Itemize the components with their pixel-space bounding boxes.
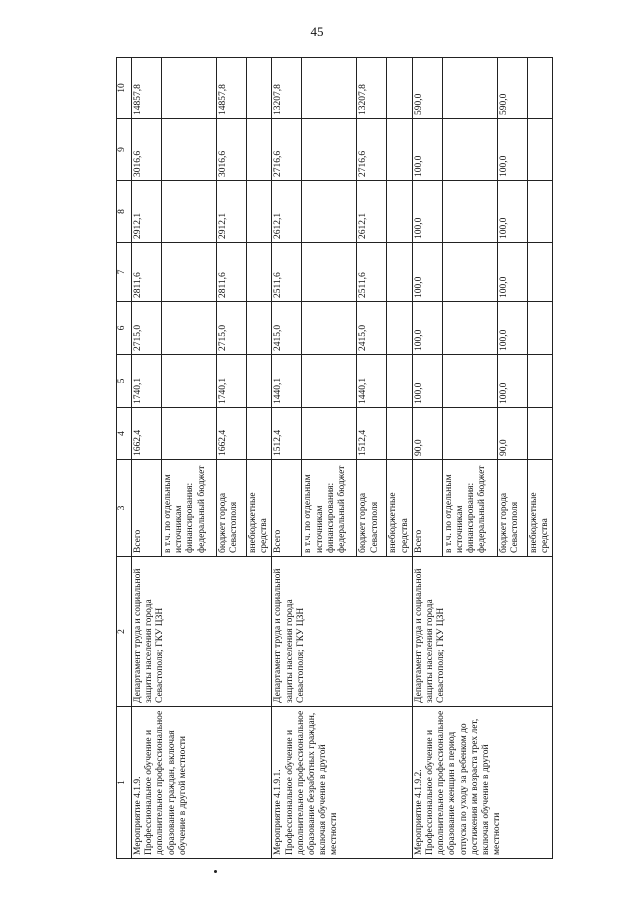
funding-source-cell: бюджет города Севастополя	[357, 460, 387, 557]
total-value-cell	[527, 58, 552, 119]
year-value-cell	[247, 119, 272, 181]
funding-source-cell: в т.ч. по отдельным источникам финансирования: федеральный бюджет	[442, 460, 497, 557]
total-value-cell	[247, 58, 272, 119]
year-value-cell	[302, 408, 357, 460]
year-value-cell: 100,0	[412, 119, 442, 181]
column-number: 5	[117, 355, 132, 408]
funding-source-cell: в т.ч. по отдельным источникам финансирования: федеральный бюджет	[302, 460, 357, 557]
year-value-cell: 2716,6	[272, 119, 302, 181]
total-value-cell: 13207,8	[272, 58, 302, 119]
year-value-cell	[527, 355, 552, 408]
total-value-cell	[162, 58, 217, 119]
table-row	[272, 58, 302, 859]
year-value-cell: 100,0	[497, 243, 527, 302]
column-number: 6	[117, 302, 132, 355]
year-value-cell	[442, 119, 497, 181]
funding-source-cell: бюджет города Севастополя	[217, 460, 247, 557]
year-value-cell	[162, 243, 217, 302]
table-row	[132, 58, 162, 859]
column-number: 7	[117, 243, 132, 302]
year-value-cell: 100,0	[497, 302, 527, 355]
total-value-cell: 590,0	[497, 58, 527, 119]
total-value-cell	[387, 58, 412, 119]
funding-source-cell: внебюджетные средства	[247, 460, 272, 557]
year-value-cell	[247, 355, 272, 408]
total-value-cell: 13207,8	[357, 58, 387, 119]
year-value-cell: 100,0	[412, 243, 442, 302]
page-number: 45	[310, 24, 324, 39]
year-value-cell: 1662,4	[132, 408, 162, 460]
total-value-cell: 14857,8	[132, 58, 162, 119]
year-value-cell	[387, 355, 412, 408]
year-value-cell	[442, 181, 497, 243]
total-value-cell: 590,0	[412, 58, 442, 119]
year-value-cell	[442, 302, 497, 355]
year-value-cell	[302, 302, 357, 355]
funding-source-cell: внебюджетные средства	[387, 460, 412, 557]
year-value-cell: 2912,1	[132, 181, 162, 243]
year-value-cell	[527, 181, 552, 243]
year-value-cell	[247, 181, 272, 243]
total-value-cell	[442, 58, 497, 119]
column-number: 3	[117, 460, 132, 557]
year-value-cell: 2716,6	[357, 119, 387, 181]
year-value-cell	[527, 243, 552, 302]
year-value-cell	[527, 408, 552, 460]
column-number: 4	[117, 408, 132, 460]
year-value-cell: 2415,0	[272, 302, 302, 355]
year-value-cell	[527, 302, 552, 355]
year-value-cell: 1512,4	[272, 408, 302, 460]
year-value-cell: 100,0	[412, 355, 442, 408]
year-value-cell	[387, 408, 412, 460]
year-value-cell	[387, 302, 412, 355]
year-value-cell: 3016,6	[217, 119, 247, 181]
year-value-cell	[247, 302, 272, 355]
year-value-cell: 100,0	[497, 119, 527, 181]
column-number: 1	[117, 707, 132, 859]
year-value-cell: 2511,6	[272, 243, 302, 302]
year-value-cell	[442, 355, 497, 408]
year-value-cell	[162, 355, 217, 408]
year-value-cell: 2811,6	[132, 243, 162, 302]
year-value-cell	[387, 119, 412, 181]
column-number: 8	[117, 181, 132, 243]
year-value-cell: 1740,1	[132, 355, 162, 408]
year-value-cell: 3016,6	[132, 119, 162, 181]
year-value-cell	[162, 119, 217, 181]
year-value-cell: 2912,1	[217, 181, 247, 243]
total-value-cell: 14857,8	[217, 58, 247, 119]
funding-source-cell: Всего	[272, 460, 302, 557]
year-value-cell: 90,0	[412, 408, 442, 460]
year-value-cell: 100,0	[497, 181, 527, 243]
measure-name-cell: Мероприятие 4.1.9.1. Профессиональное обучение и дополнительное профессиональное образование безработных граждан, включая обучение в другой местности	[272, 707, 412, 859]
year-value-cell	[442, 408, 497, 460]
year-value-cell	[162, 181, 217, 243]
year-value-cell: 1512,4	[357, 408, 387, 460]
year-value-cell: 2715,0	[217, 302, 247, 355]
year-value-cell	[247, 408, 272, 460]
year-value-cell: 100,0	[412, 302, 442, 355]
executor-cell: Департамент труда и социальной защиты населения города Севастополя; ГКУ ЦЗН	[272, 557, 412, 707]
year-value-cell	[302, 181, 357, 243]
column-number: 9	[117, 119, 132, 181]
year-value-cell: 1440,1	[272, 355, 302, 408]
total-value-cell	[302, 58, 357, 119]
year-value-cell: 2612,1	[357, 181, 387, 243]
column-number: 10	[117, 58, 132, 119]
measure-name-cell: Мероприятие 4.1.9. Профессиональное обучение и дополнительное профессиональное образование граждан, включая обучение в другой местности	[132, 707, 272, 859]
year-value-cell	[302, 243, 357, 302]
year-value-cell: 2415,0	[357, 302, 387, 355]
year-value-cell	[302, 119, 357, 181]
measure-name-cell: Мероприятие 4.1.9.2. Профессиональное обучение и дополнительное профессиональное образование женщин в период отпуска по уходу за ребенком до достижения им возраста трех лет, включая обучение в другой местности	[412, 707, 552, 859]
year-value-cell: 100,0	[497, 355, 527, 408]
financing-table	[116, 57, 553, 859]
year-value-cell: 1662,4	[217, 408, 247, 460]
funding-source-cell: в т.ч. по отдельным источникам финансирования: федеральный бюджет	[162, 460, 217, 557]
rotated-table-frame	[116, 58, 555, 859]
year-value-cell: 2612,1	[272, 181, 302, 243]
year-value-cell	[302, 355, 357, 408]
year-value-cell	[527, 119, 552, 181]
year-value-cell: 2811,6	[217, 243, 247, 302]
year-value-cell	[387, 181, 412, 243]
table-row	[412, 58, 442, 859]
year-value-cell: 100,0	[412, 181, 442, 243]
year-value-cell	[162, 408, 217, 460]
executor-cell: Департамент труда и социальной защиты населения города Севастополя; ГКУ ЦЗН	[412, 557, 552, 707]
year-value-cell: 90,0	[497, 408, 527, 460]
rotated-table-sheet	[116, 58, 555, 859]
year-value-cell: 1740,1	[217, 355, 247, 408]
year-value-cell	[247, 243, 272, 302]
year-value-cell	[442, 243, 497, 302]
stray-dot-mark	[214, 870, 217, 873]
year-value-cell: 2511,6	[357, 243, 387, 302]
funding-source-cell: Всего	[132, 460, 162, 557]
column-number-row	[117, 58, 132, 859]
funding-source-cell: бюджет города Севастополя	[497, 460, 527, 557]
table-body	[132, 58, 553, 859]
year-value-cell	[387, 243, 412, 302]
column-number: 2	[117, 557, 132, 707]
funding-source-cell: внебюджетные средства	[527, 460, 552, 557]
year-value-cell	[162, 302, 217, 355]
executor-cell: Департамент труда и социальной защиты населения города Севастополя; ГКУ ЦЗН	[132, 557, 272, 707]
funding-source-cell: Всего	[412, 460, 442, 557]
year-value-cell: 2715,0	[132, 302, 162, 355]
year-value-cell: 1440,1	[357, 355, 387, 408]
